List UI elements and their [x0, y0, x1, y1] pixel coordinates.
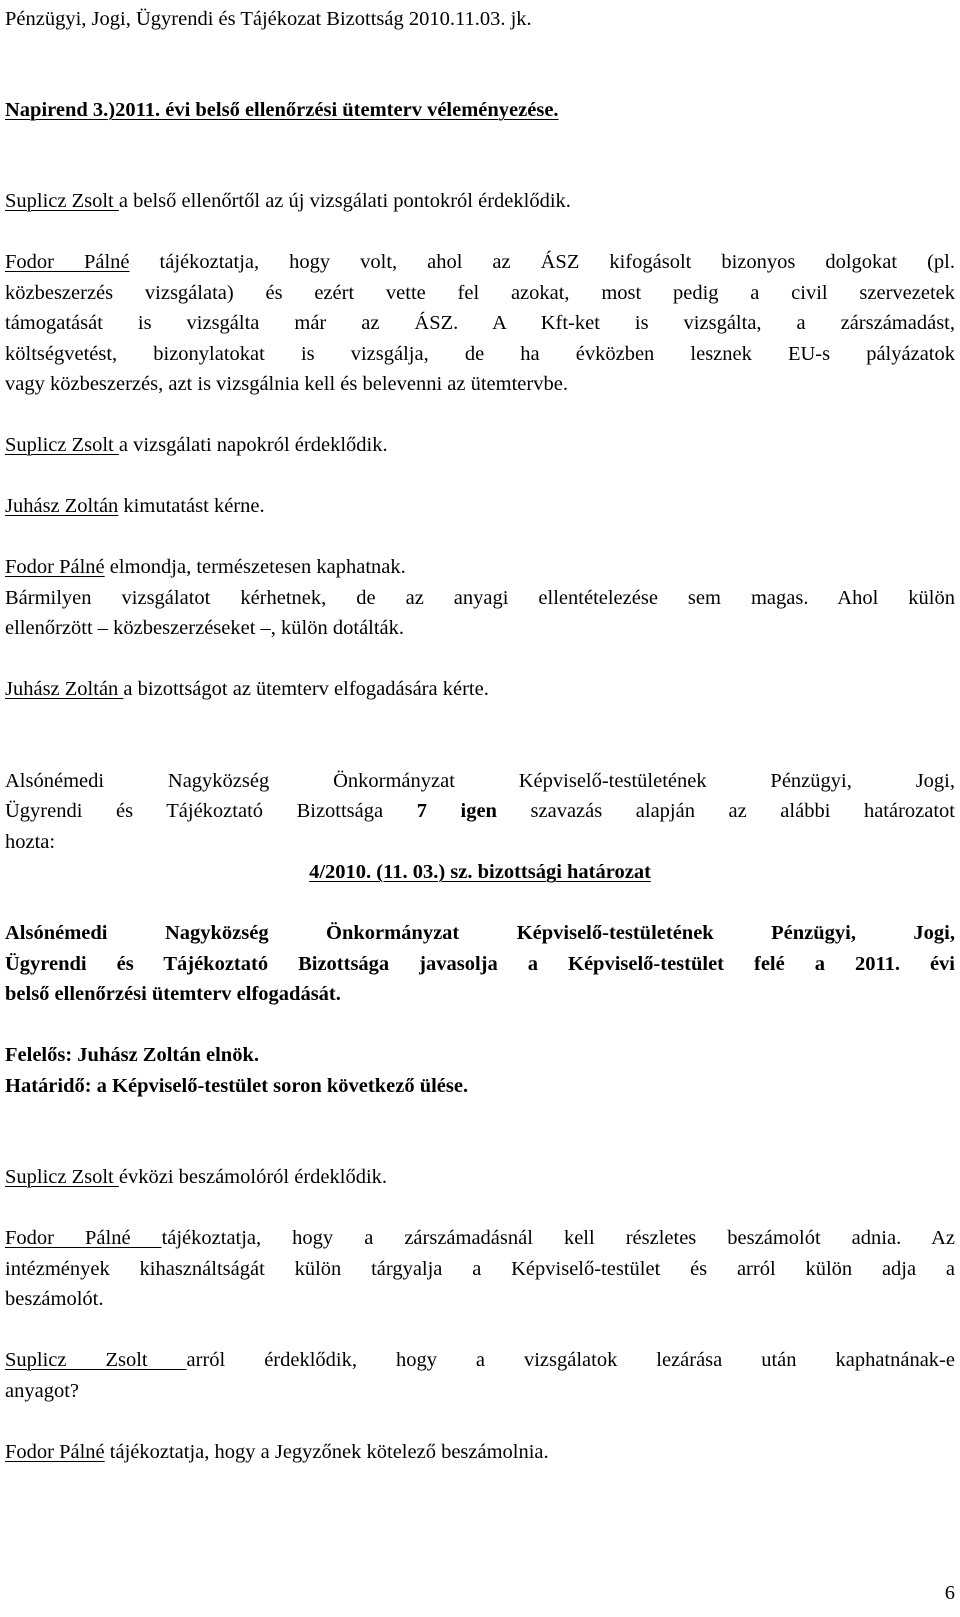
paragraph-9-line-1 — [5, 1345, 955, 1376]
paragraph-2-line-4: költségvetést, bizonylatokat is vizsgálja, de ha évközben lesznek EU-s pályázatok — [5, 343, 955, 365]
speaker-name: Juhász Zoltán — [5, 495, 119, 517]
paragraph-text: elmondja, természetesen kaphatnak. — [104, 556, 406, 578]
vote-text: szavazás alapján az alábbi határozatot — [496, 800, 956, 822]
speaker-name: Suplicz Zsolt — [5, 1349, 187, 1371]
paragraph-text: a vizsgálati napokról érdeklődik. — [118, 434, 388, 456]
vote-line-3: hozta: — [5, 831, 56, 853]
speaker-name: Fodor Pálné — [5, 251, 130, 273]
paragraph-2-line-3: támogatását is vizsgálta már az ÁSZ. A Kft-ket is vizsgálta, a zárszámadást, — [5, 312, 955, 334]
paragraph-3 — [5, 430, 955, 461]
paragraph-10 — [5, 1437, 955, 1468]
resolution-deadline: Határidő: a Képviselő-testület soron következő ülése. — [5, 1075, 469, 1097]
paragraph-5-line-3: ellenőrzött – közbeszerzéseket –, külön dotálták. — [5, 617, 405, 639]
paragraph-text: tájékoztatja, hogy a Jegyzőnek kötelező beszámolnia. — [104, 1441, 549, 1463]
page-header: Pénzügyi, Jogi, Ügyrendi és Tájékozat Bizottság 2010.11.03. jk. — [5, 8, 532, 30]
vote-count: 7 igen — [416, 800, 497, 822]
paragraph-8-line-2: intézmények kihasználtságát külön tárgyalja a Képviselő-testület és arról külön adja a — [5, 1258, 955, 1280]
vote-text: Ügyrendi és Tájékoztató Bizottsága — [5, 800, 417, 822]
agenda-label: Napirend 3.) — [5, 99, 116, 121]
paragraph-5-line-2: Bármilyen vizsgálatot kérhetnek, de az anyagi ellentételezése sem magas. Ahol külön — [5, 587, 955, 609]
resolution-line-2: Ügyrendi és Tájékoztató Bizottsága javasolja a Képviselő-testület felé a 2011. évi — [5, 953, 955, 975]
paragraph-4 — [5, 491, 955, 522]
paragraph-text: évközi beszámolóról érdeklődik. — [118, 1166, 388, 1188]
paragraph-2-line-2: közbeszerzés vizsgálata) és ezért vette fel azokat, most pedig a civil szervezetek — [5, 282, 955, 304]
paragraph-text: arról érdeklődik, hogy a vizsgálatok lezárása után kaphatnának-e — [186, 1349, 955, 1371]
speaker-name: Suplicz Zsolt — [5, 1166, 119, 1188]
paragraph-6 — [5, 674, 955, 705]
paragraph-text: a belső ellenőrtől az új vizsgálati pontokról érdeklődik. — [118, 190, 571, 212]
resolution-line-3: belső ellenőrzési ütemterv elfogadását. — [5, 983, 341, 1005]
paragraph-text: tájékoztatja, hogy a zárszámadásnál kell részletes beszámolót adnia. Az — [161, 1227, 955, 1249]
paragraph-text: tájékoztatja, hogy volt, ahol az ÁSZ kifogásolt bizonyos dolgokat (pl. — [129, 251, 955, 273]
paragraph-text: a bizottságot az ütemterv elfogadására kérte. — [123, 678, 489, 700]
paragraph-9-line-2: anyagot? — [5, 1380, 79, 1402]
paragraph-8-line-3: beszámolót. — [5, 1288, 104, 1310]
speaker-name: Fodor Pálné — [5, 1441, 105, 1463]
vote-line-1: Alsónémedi Nagyközség Önkormányzat Képviselő-testületének Pénzügyi, Jogi, — [5, 770, 955, 792]
resolution-responsible: Felelős: Juhász Zoltán elnök. — [5, 1044, 259, 1066]
paragraph-2-line-1 — [5, 247, 955, 278]
resolution-line-1: Alsónémedi Nagyközség Önkormányzat Képviselő-testületének Pénzügyi, Jogi, — [5, 922, 955, 944]
paragraph-2-line-5: vagy közbeszerzés, azt is vizsgálnia kell és belevenni az ütemtervbe. — [5, 373, 568, 395]
speaker-name: Suplicz Zsolt — [5, 190, 119, 212]
paragraph-text: kimutatást kérne. — [118, 495, 265, 517]
paragraph-5-line-1 — [5, 552, 955, 583]
paragraph-8-line-1 — [5, 1223, 955, 1254]
speaker-name: Fodor Pálné — [5, 556, 105, 578]
speaker-name: Juhász Zoltán — [5, 678, 124, 700]
vote-line-2 — [5, 796, 955, 827]
paragraph-7 — [5, 1162, 955, 1193]
page-number: 6 — [944, 1582, 955, 1604]
agenda-title: 2011. évi belső ellenőrzési ütemterv véleményezése. — [115, 99, 559, 121]
paragraph-1 — [5, 186, 955, 217]
speaker-name: Fodor Pálné — [5, 1227, 162, 1249]
speaker-name: Suplicz Zsolt — [5, 434, 119, 456]
resolution-number: 4/2010. (11. 03.) sz. bizottsági határozat — [309, 861, 651, 883]
agenda-heading — [5, 95, 955, 126]
